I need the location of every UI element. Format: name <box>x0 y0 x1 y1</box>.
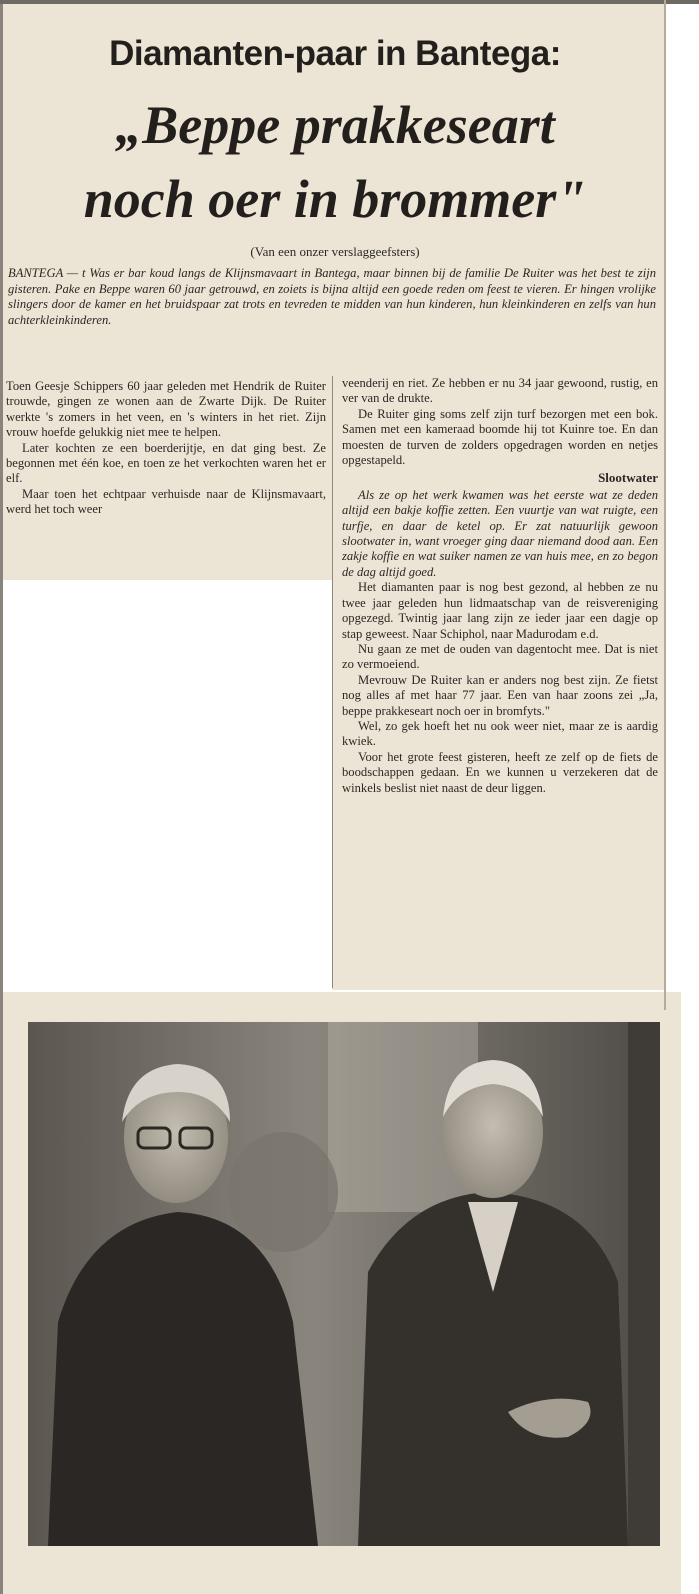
body-paragraph-italic: Als ze op het werk kwamen was het eerste wat ze deden altijd een bakje koffie zetten. Een vuurtje van wat ruigte, een turfje, en daar de ketel op. Er zat natuurlijk gewoon slootwater in, want vroeger ging daar niemand dood aan. Een zakje koffie en wat suiker namen ze van huis mee, en zo begon de dag altijd goed. <box>342 487 658 579</box>
body-paragraph: Toen Geesje Schippers 60 jaar geleden met Hendrik de Ruiter trouwde, gingen ze wonen aan de Zwarte Dijk. De Ruiter werkte 's zomers in het veen, en 's winters in het riet. Zijn vrouw hoefde gelukkig niet mee te helpen. <box>6 379 326 440</box>
column-divider <box>332 376 333 988</box>
couple-photo-illustration <box>28 1022 660 1546</box>
headline-main-line2: noch oer in brommer" <box>83 169 587 229</box>
photo-flowers <box>228 1132 338 1252</box>
headline-kicker: Diamanten-paar in Bantega: <box>109 34 561 73</box>
body-paragraph: Voor het grote feest gisteren, heeft ze zelf op de fiets de boodschappen gedaan. En we kunnen u verzekeren dat de winkels beslist niet naast de deur liggen. <box>342 749 658 795</box>
body-paragraph: Wel, zo gek hoeft het nu ook weer niet, maar ze is aardig kwiek. <box>342 718 658 749</box>
couple-photo <box>28 1022 660 1546</box>
right-border-rule <box>664 0 666 1010</box>
body-paragraph: De Ruiter ging soms zelf zijn turf bezorgen met een bok. Samen met een kameraad boomde hij tot Kuinre toe. En dan moesten de turven de zolders opgedragen worden en netjes opgestapeld. <box>342 406 658 468</box>
photo-curtain <box>628 1022 660 1546</box>
body-paragraph: Het diamanten paar is nog best gezond, al hebben ze nu twee jaar geleden hun lidmaatschap van de reisvereniging opgezegd. Twintig jaar lang zijn ze ieder jaar een dagje op stap geweest. Naar Schiphol, naar Madurodam e.d. <box>342 580 658 641</box>
byline: (Van een onzer verslaggeefsters) <box>250 244 420 259</box>
body-paragraph: Maar toen het echtpaar verhuisde naar de Klijnsmavaart, werd het toch weer <box>6 486 326 517</box>
top-border-rule <box>0 0 699 4</box>
body-paragraph: Later kochten ze een boerderijtje, en dat ging best. Ze begonnen met één koe, en toen ze het verkochten waren het er elf. <box>6 440 326 486</box>
article-column-left <box>6 379 326 518</box>
body-paragraph: Mevrouw De Ruiter kan er anders nog best zijn. Ze fietst nog alles af met haar 77 jaar. Een van haar zoons zei „Ja, beppe prakkeseart noch oer in bromfyts." <box>342 672 658 718</box>
article-column-right <box>342 376 658 796</box>
body-paragraph: Nu gaan ze met de ouden van dagentocht mee. Dat is niet zo vermoeiend. <box>342 641 658 672</box>
body-paragraph: veenderij en riet. Ze hebben er nu 34 jaar gewoond, rustig, en ver van de drukte. <box>342 376 658 406</box>
left-border-rule <box>0 4 3 1594</box>
intro-paragraph: BANTEGA — t Was er bar koud langs de Klijnsmavaart in Bantega, maar binnen bij de familie De Ruiter was het best te zijn gisteren. Pake en Beppe waren 60 jaar getrouwd, en zoiets is bijna altijd een goede reden om feest te vieren. Er hingen vrolijke slingers door de kamer en het bruidspaar zat trots en tevreden te midden van hun kinderen, hun kleinkinderen en zelfs van hun achterkleinkinderen. <box>8 266 656 327</box>
headline-main-line1: „Beppe prakkeseart <box>115 95 555 155</box>
section-subheading: Slootwater <box>598 470 658 486</box>
